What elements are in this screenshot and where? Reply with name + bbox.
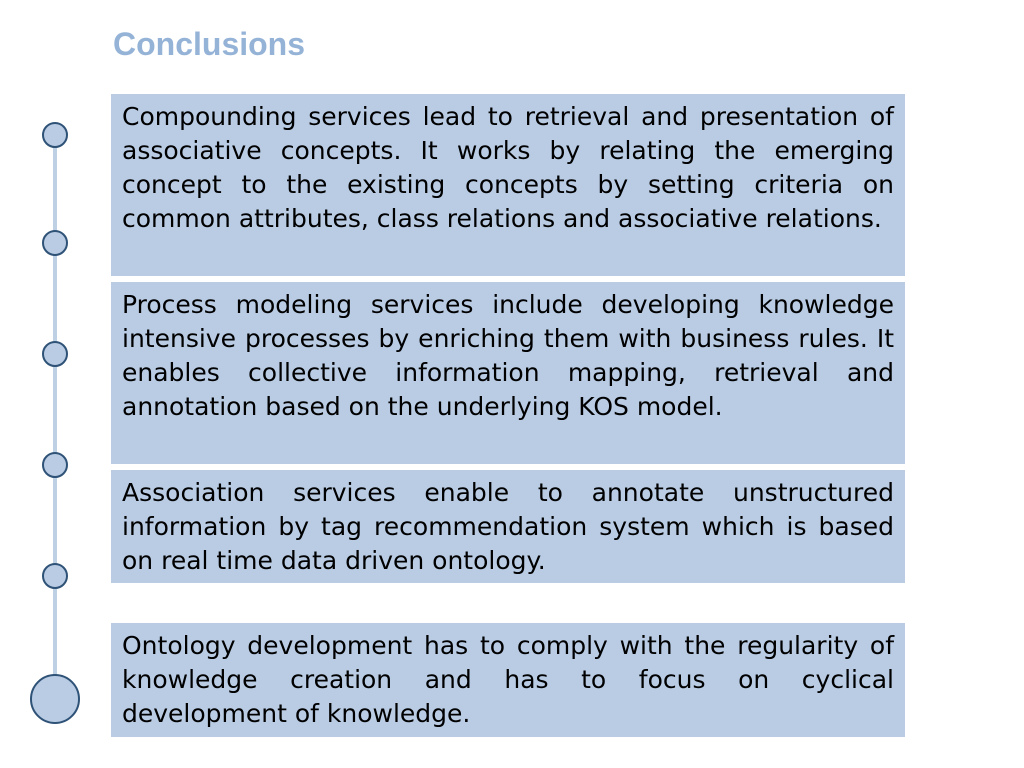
timeline-end-dot <box>30 674 80 724</box>
conclusion-box-association: Association services enable to annotate unstructured information by tag recommendation system which is based on real time data driven ontology. <box>111 470 905 583</box>
timeline-dot <box>42 452 68 478</box>
conclusion-box-compounding: Compounding services lead to retrieval and presentation of associative concepts. It works by relating the emerging concept to the existing concepts by setting criteria on common attributes, class relations and associative relations. <box>111 94 905 276</box>
timeline-dot <box>42 341 68 367</box>
conclusion-box-ontology: Ontology development has to comply with the regularity of knowledge creation and has to focus on cyclical development of knowledge. <box>111 623 905 737</box>
timeline-dot <box>42 230 68 256</box>
timeline-line <box>53 136 57 700</box>
slide-title: Conclusions <box>113 26 306 62</box>
timeline-dot <box>42 563 68 589</box>
conclusion-box-process-modeling: Process modeling services include developing knowledge intensive processes by enriching them with business rules. It enables collective information mapping, retrieval and annotation based on the underlying KOS model. <box>111 282 905 464</box>
timeline-dot <box>42 122 68 148</box>
